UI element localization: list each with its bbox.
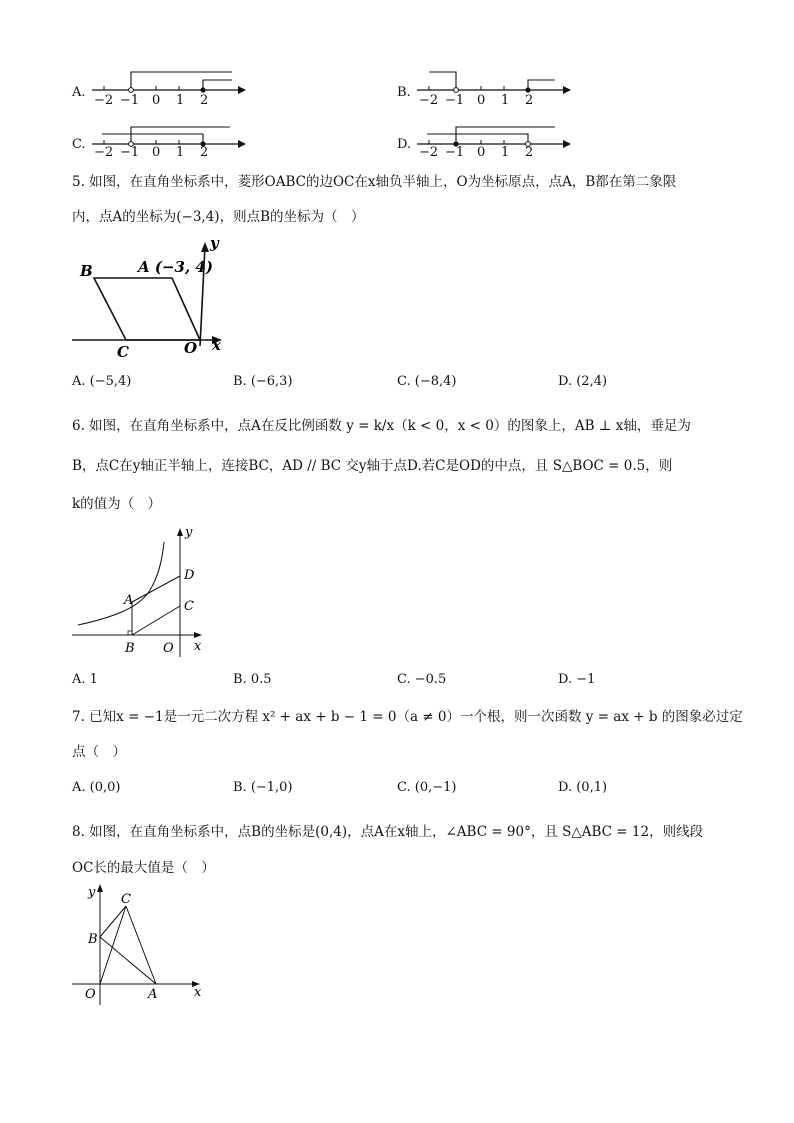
q6-figure [70, 522, 210, 657]
q8-label-c: C [121, 892, 131, 907]
q6-label-a: A [124, 593, 134, 608]
q6-option-d: D. −1 [558, 672, 596, 687]
number-line-a [90, 68, 250, 104]
number-line-d [415, 120, 575, 156]
q7-text-line2: 点（ ） [72, 744, 126, 760]
q6-label-y: y [185, 525, 193, 540]
q5-label-o: O [184, 339, 198, 357]
q5-option-d: D. (2,4) [558, 374, 608, 389]
q5-option-c: C. (−8,4) [397, 374, 457, 389]
q8-text-line1: 8. 如图，在直角坐标系中，点B的坐标是(0,4)，点A在x轴上，∠ABC = 90°，且 S△ABC = 12，则线段 [72, 824, 704, 840]
q7-option-c: C. (0,−1) [397, 780, 457, 795]
q7-option-d: D. (0,1) [558, 780, 608, 795]
q6-label-b: B [125, 641, 135, 656]
q5-text-line2: 内，点A的坐标为(−3,4)，则点B的坐标为（ ） [72, 209, 365, 225]
q6-text-line2: B，点C在y轴正半轴上，连接BC，AD // BC 交y轴于点D.若C是OD的中点，且 S△BOC = 0.5，则 [72, 458, 673, 474]
option-letter-d: D. [397, 137, 412, 152]
q6-label-o: O [163, 641, 174, 656]
q7-option-a: A. (0,0) [72, 780, 121, 795]
q6-option-a: A. 1 [72, 672, 98, 687]
option-letter-a: A. [72, 85, 86, 100]
q6-text-line3: k的值为（ ） [72, 496, 162, 512]
q5-label-y: y [210, 236, 219, 252]
q5-label-a: A (−3, 4) [138, 258, 213, 276]
q8-label-a: A [148, 987, 158, 1002]
q6-label-d: D [184, 568, 195, 583]
number-line-c [90, 120, 250, 156]
q8-text-line2: OC长的最大值是（ ） [72, 860, 215, 876]
q8-figure [70, 880, 210, 1010]
q5-label-x: x [212, 336, 221, 354]
q5-option-a: A. (−5,4) [72, 374, 132, 389]
q8-label-o: O [85, 987, 96, 1002]
number-line-b [415, 68, 575, 104]
q8-label-y: y [88, 885, 96, 900]
q6-text-line1: 6. 如图，在直角坐标系中，点A在反比例函数 y = k/x（k < 0，x < 0）的图象上，AB ⊥ x轴，垂足为 [72, 418, 691, 434]
q6-label-x: x [194, 639, 202, 654]
q8-label-b: B [88, 932, 98, 947]
q8-label-x: x [194, 985, 202, 1000]
q6-label-c: C [184, 599, 194, 614]
q5-label-b: B [80, 262, 93, 280]
q5-figure [72, 236, 237, 361]
q7-option-b: B. (−1,0) [233, 780, 293, 795]
q5-text-line1: 5. 如图，在直角坐标系中，菱形OABC的边OC在x轴负半轴上，O为坐标原点，点A，B都在第二象限 [72, 174, 677, 190]
q5-option-b: B. (−6,3) [233, 374, 293, 389]
q6-option-b: B. 0.5 [233, 672, 272, 687]
option-letter-b: B. [397, 85, 411, 100]
q7-text-line1: 7. 已知x = −1是一元二次方程 x² + ax + b − 1 = 0（a ≠ 0）一个根，则一次函数 y = ax + b 的图象必过定 [72, 709, 743, 725]
option-letter-c: C. [72, 137, 86, 152]
q6-option-c: C. −0.5 [397, 672, 447, 687]
q5-label-c: C [117, 343, 129, 361]
